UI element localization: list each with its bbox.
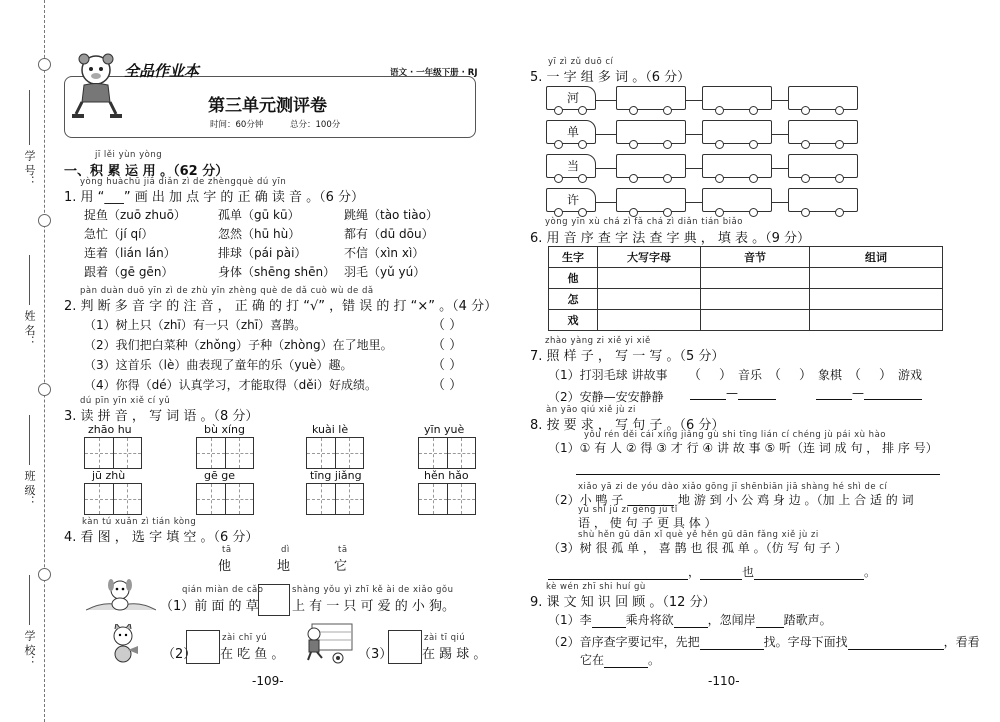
train-car[interactable]: [702, 154, 772, 178]
train-coupler: [595, 168, 616, 169]
table-cell[interactable]: [598, 310, 701, 331]
pinyin: yòng yīn xù chá zì fǎ chá zì diǎn tián biǎo: [545, 217, 743, 227]
train-coupler: [685, 168, 702, 169]
choice-char: 它: [334, 559, 348, 574]
wheel-icon: [578, 106, 587, 115]
q1-item: 孤单（gū kū）: [218, 208, 300, 222]
wheel-icon: [715, 140, 724, 149]
table-cell[interactable]: [701, 268, 810, 289]
wheel-icon: [801, 174, 810, 183]
page-number-right: -110-: [708, 674, 740, 688]
train-car[interactable]: [616, 154, 686, 178]
train-car[interactable]: [702, 120, 772, 144]
subject-info: 语文 · 一年级下册 · RJ: [390, 68, 478, 78]
score-info: 总分：100分: [290, 120, 341, 130]
answer-line[interactable]: [576, 474, 940, 475]
question-4: 4. 看 图 ， 选 字 填 空 。（6 分）: [64, 530, 259, 545]
pinyin: yǒu rén děi cái xíng jiǎng gù shi tīng lián cí chéng jù pái xù hào: [584, 430, 886, 440]
page-number-left: -109-: [252, 674, 284, 688]
train-car[interactable]: [616, 86, 686, 110]
q8-item-2: （2）小 鸭 子: [548, 493, 624, 507]
binding-hole: [38, 214, 51, 227]
wheel-icon: [835, 174, 844, 183]
q8-item-3-answer[interactable]: ， 也 。: [548, 563, 876, 580]
q9-item-2: （2）音序查字要记牢，先把 找。字母下面找 ，看看: [548, 635, 980, 649]
label-banji: 班 级：: [23, 470, 36, 507]
writing-grid[interactable]: [418, 437, 476, 469]
table-cell[interactable]: [701, 310, 810, 331]
wheel-icon: [554, 208, 563, 217]
pinyin-prompt: yīn yuè: [424, 423, 465, 436]
table-cell: 戏: [549, 310, 598, 331]
q1-item: 跳绳（tào tiào）: [344, 208, 438, 222]
q1-item: 都有（dū dōu）: [344, 227, 434, 241]
q1-item: 忽然（hū hù）: [218, 227, 301, 241]
pinyin: zhào yàng zi xiě yi xiě: [545, 336, 651, 346]
question-8: 8. 按 要 求 ， 写 句 子 。（6 分）: [530, 418, 725, 433]
label-xuehao: 学 号：: [23, 150, 36, 187]
wheel-icon: [554, 140, 563, 149]
section-title: 一、积 累 运 用 。（62 分）: [64, 164, 229, 179]
wheel-icon: [835, 140, 844, 149]
train-char: 当: [567, 159, 580, 173]
question-3: 3. 读 拼 音 ， 写 词 语 。（8 分）: [64, 409, 259, 424]
train-coupler: [685, 202, 702, 203]
cat-eating-fish-picture: [106, 624, 140, 664]
q2-item: （4）你得（dé）认真学习，才能取得（děi）好成绩。: [84, 378, 377, 392]
table-row: [549, 310, 943, 331]
train-car[interactable]: [616, 188, 686, 212]
wheel-icon: [629, 106, 638, 115]
pinyin: dú pīn yīn xiě cí yǔ: [80, 396, 171, 406]
table-cell: 怎: [549, 289, 598, 310]
choice-char: 地: [277, 559, 291, 574]
q2-item: （2）我们把白菜种（zhǒng）子种（zhòng）在了地里。: [84, 338, 393, 352]
pinyin-prompt: jū zhù: [92, 469, 126, 482]
pinyin: tā: [222, 545, 232, 555]
wheel-icon: [554, 174, 563, 183]
table-cell[interactable]: [598, 268, 701, 289]
q9-item-1: （1）李 乘舟将欲 ，忽闻岸 踏歌声。: [548, 613, 832, 627]
train-car[interactable]: [788, 86, 858, 110]
table-cell[interactable]: [701, 289, 810, 310]
question-2: 2. 判 断 多 音 字 的 注 音 ， 正 确 的 打 “√” ，错 误 的 打 “×” 。（4 分）: [64, 299, 498, 314]
q8-item-1: （1）① 有 人 ② 得 ③ 才 行 ④ 讲 故 事 ⑤ 听（连 词 成 句 ， 排 序 号）: [548, 441, 938, 455]
table-cell[interactable]: [810, 268, 943, 289]
page-title: 第三单元测评卷: [208, 96, 327, 116]
table-cell: 他: [549, 268, 598, 289]
q7-answer-2[interactable]: —: [816, 386, 922, 400]
wheel-icon: [835, 208, 844, 217]
q1-item: 跟着（gē gēn）: [84, 265, 174, 279]
q4-sentence-1-end: 上 有 一 只 可 爱 的 小 狗。: [292, 599, 456, 614]
wheel-icon: [749, 208, 758, 217]
wheel-icon: [749, 106, 758, 115]
writing-grid[interactable]: [418, 483, 476, 515]
fill-box[interactable]: [258, 584, 290, 616]
q1-item: 排球（pái pài）: [218, 246, 307, 260]
brand-name: 全品作业本: [124, 62, 200, 80]
train-coupler: [595, 100, 616, 101]
train-char: 许: [567, 193, 580, 207]
pinyin-prompt: gē ge: [204, 469, 235, 482]
side-underline: [29, 575, 30, 625]
q7-word: 象棋: [818, 368, 843, 382]
dog-on-grass-picture: [86, 576, 156, 614]
writing-grid[interactable]: [306, 437, 364, 469]
table-cell[interactable]: [810, 310, 943, 331]
q1-item: 身体（shēng shēn）: [218, 265, 336, 279]
table-header: 大写字母: [598, 247, 701, 268]
q8-item-2-cont: 地 游 到 小 公 鸡 身 边 。（加 上 合 适 的 词: [678, 493, 914, 507]
pinyin: jī lěi yùn yòng: [95, 150, 163, 160]
table-row: [549, 268, 943, 289]
train-char: 单: [567, 125, 580, 139]
wheel-icon: [749, 174, 758, 183]
q1-item: 连着（lián lán）: [84, 246, 176, 260]
q8-item-2-end: 语 ， 使 句 子 更 具 体 ）: [578, 516, 717, 530]
q7-word: 音乐: [738, 368, 763, 382]
binding-hole: [38, 383, 51, 396]
table-cell[interactable]: [598, 289, 701, 310]
wheel-icon: [578, 140, 587, 149]
train-coupler: [685, 100, 702, 101]
answer-paren[interactable]: （ ）: [432, 358, 463, 373]
pinyin-prompt: tīng jiǎng: [310, 469, 362, 482]
side-underline: [29, 90, 30, 145]
writing-grid[interactable]: [196, 437, 254, 469]
train-coupler: [771, 134, 788, 135]
wheel-icon: [715, 174, 724, 183]
train-car[interactable]: [788, 154, 858, 178]
wheel-icon: [629, 174, 638, 183]
train-coupler: [771, 168, 788, 169]
train-coupler: [771, 202, 788, 203]
pinyin: kè wén zhī shi huí gù: [546, 582, 646, 592]
pinyin: zài chī yú: [222, 633, 268, 643]
pinyin: xiǎo yā zi de yóu dào xiǎo gōng jī shēnbiān jiā shàng hé shì de cí: [578, 482, 888, 492]
train-car[interactable]: [616, 120, 686, 144]
table-header: 音节: [701, 247, 810, 268]
wheel-icon: [801, 140, 810, 149]
q4-sentence-2: 在 吃 鱼 。: [220, 647, 285, 662]
pinyin: yǔ shǐ jù zi gèng jù tǐ: [578, 505, 678, 515]
q7-answer-1[interactable]: —: [690, 386, 776, 400]
mascot-icon: [70, 52, 122, 120]
train-engine: [546, 188, 596, 212]
writing-grid[interactable]: [196, 483, 254, 515]
writing-grid[interactable]: [306, 483, 364, 515]
wheel-icon: [801, 208, 810, 217]
q1-item: 急忙（jí qí）: [84, 227, 154, 241]
train-engine: [546, 154, 596, 178]
pinyin-prompt: zhāo hu: [88, 423, 132, 436]
train-coupler: [595, 202, 616, 203]
binding-hole: [38, 58, 51, 71]
pinyin: yòng huàchū jiā diǎn zì de zhèngquè dú yīn: [80, 177, 287, 187]
dictionary-table: [548, 246, 943, 331]
question-7: 7. 照 样 子 ， 写 一 写 。（5 分）: [530, 349, 725, 364]
wheel-icon: [801, 106, 810, 115]
q2-item: （3）这首乐（lè）曲表现了童年的乐（yuè）趣。: [84, 358, 353, 372]
wheel-icon: [663, 208, 672, 217]
pinyin: àn yāo qiú xiě jù zi: [546, 405, 636, 415]
wheel-icon: [663, 106, 672, 115]
q8-item-3: （3）树 很 孤 单 ， 喜 鹊 也 很 孤 单 。（仿 写 句 子 ）: [548, 541, 847, 555]
pinyin: shù hěn gū dān xǐ què yě hěn gū dān fǎng xiě jù zi: [578, 530, 819, 540]
kid-playing-soccer-picture: [298, 622, 354, 664]
wheel-icon: [715, 106, 724, 115]
table-header: 生字: [549, 247, 598, 268]
wheel-icon: [715, 208, 724, 217]
pinyin-prompt: hěn hǎo: [424, 469, 469, 482]
table-row: [549, 289, 943, 310]
wheel-icon: [578, 174, 587, 183]
train-coupler: [595, 134, 616, 135]
pinyin: dì: [281, 545, 290, 555]
train-coupler: [685, 134, 702, 135]
answer-paren[interactable]: （ ）: [432, 378, 463, 393]
cut-line: [44, 0, 45, 722]
time-info: 时间：60分钟: [210, 120, 264, 130]
pinyin-prompt: kuài lè: [312, 423, 349, 436]
q4-sentence-1: （1）前 面 的 草: [160, 599, 259, 614]
pinyin: zài tī qiú: [424, 633, 466, 643]
pinyin: pàn duàn duō yīn zì de zhù yīn zhèng què de dǎ cuò wù de dǎ: [80, 286, 374, 296]
wheel-icon: [749, 140, 758, 149]
train-engine: [546, 86, 596, 110]
table-header: 组词: [810, 247, 943, 268]
q2-item: （1）树上只（zhī）有一只（zhī）喜鹊。: [84, 318, 307, 332]
question-6: 6. 用 音 序 查 字 法 查 字 典 ， 填 表 。（9 分）: [530, 231, 811, 246]
q4-sentence-3: 在 踢 球 。: [422, 647, 487, 662]
train-coupler: [771, 100, 788, 101]
fill-box[interactable]: [186, 630, 220, 664]
question-1: 1. 用 “___” 画 出 加 点 字 的 正 确 读 音 。（6 分）: [64, 190, 364, 205]
label-xuexiao: 学 校：: [23, 630, 36, 667]
writing-grid[interactable]: [84, 437, 142, 469]
wheel-icon: [554, 106, 563, 115]
train-car[interactable]: [788, 120, 858, 144]
writing-grid[interactable]: [84, 483, 142, 515]
pinyin-prompt: bù xíng: [204, 423, 245, 436]
pinyin: yī zì zǔ duō cí: [548, 57, 614, 67]
wheel-icon: [663, 140, 672, 149]
binding-hole: [38, 568, 51, 581]
q4-num: （3）: [358, 647, 393, 662]
train-char: 河: [567, 91, 580, 105]
wheel-icon: [629, 208, 638, 217]
q1-item: 捉鱼（zuō zhuō）: [84, 208, 186, 222]
choice-char: 他: [218, 559, 232, 574]
pinyin: kàn tú xuǎn zì tián kòng: [82, 517, 197, 527]
q1-item: 不信（xìn xì）: [344, 246, 425, 260]
wheel-icon: [835, 106, 844, 115]
table-cell[interactable]: [810, 289, 943, 310]
side-underline: [29, 415, 30, 465]
question-5: 5. 一 字 组 多 词 。（6 分）: [530, 70, 691, 85]
pinyin: qián miàn de cǎo: [182, 585, 264, 595]
q7-line-1: （1）打羽毛球 讲故事: [548, 368, 668, 382]
answer-paren[interactable]: （ ）: [432, 318, 463, 333]
q7-line-2: （2）安静—安安静静: [548, 390, 664, 404]
wheel-icon: [663, 174, 672, 183]
q7-word: 游戏: [898, 368, 923, 382]
label-xingming: 姓 名：: [23, 310, 36, 347]
wheel-icon: [578, 208, 587, 217]
wheel-icon: [629, 140, 638, 149]
fill-box[interactable]: [388, 630, 422, 664]
train-car[interactable]: [702, 188, 772, 212]
train-car[interactable]: [788, 188, 858, 212]
answer-paren[interactable]: （ ）: [432, 338, 463, 353]
side-underline: [29, 255, 30, 305]
question-9: 9. 课 文 知 识 回 顾 。（12 分）: [530, 595, 716, 610]
q1-item: 羽毛（yǔ yú）: [344, 265, 426, 279]
train-car[interactable]: [702, 86, 772, 110]
train-engine: [546, 120, 596, 144]
pinyin: shàng yǒu yì zhī kě ài de xiǎo gǒu: [292, 585, 454, 595]
pinyin: tā: [338, 545, 348, 555]
q9-item-2-cont: 它在 。: [580, 653, 661, 667]
q4-num: （2）: [162, 647, 197, 662]
